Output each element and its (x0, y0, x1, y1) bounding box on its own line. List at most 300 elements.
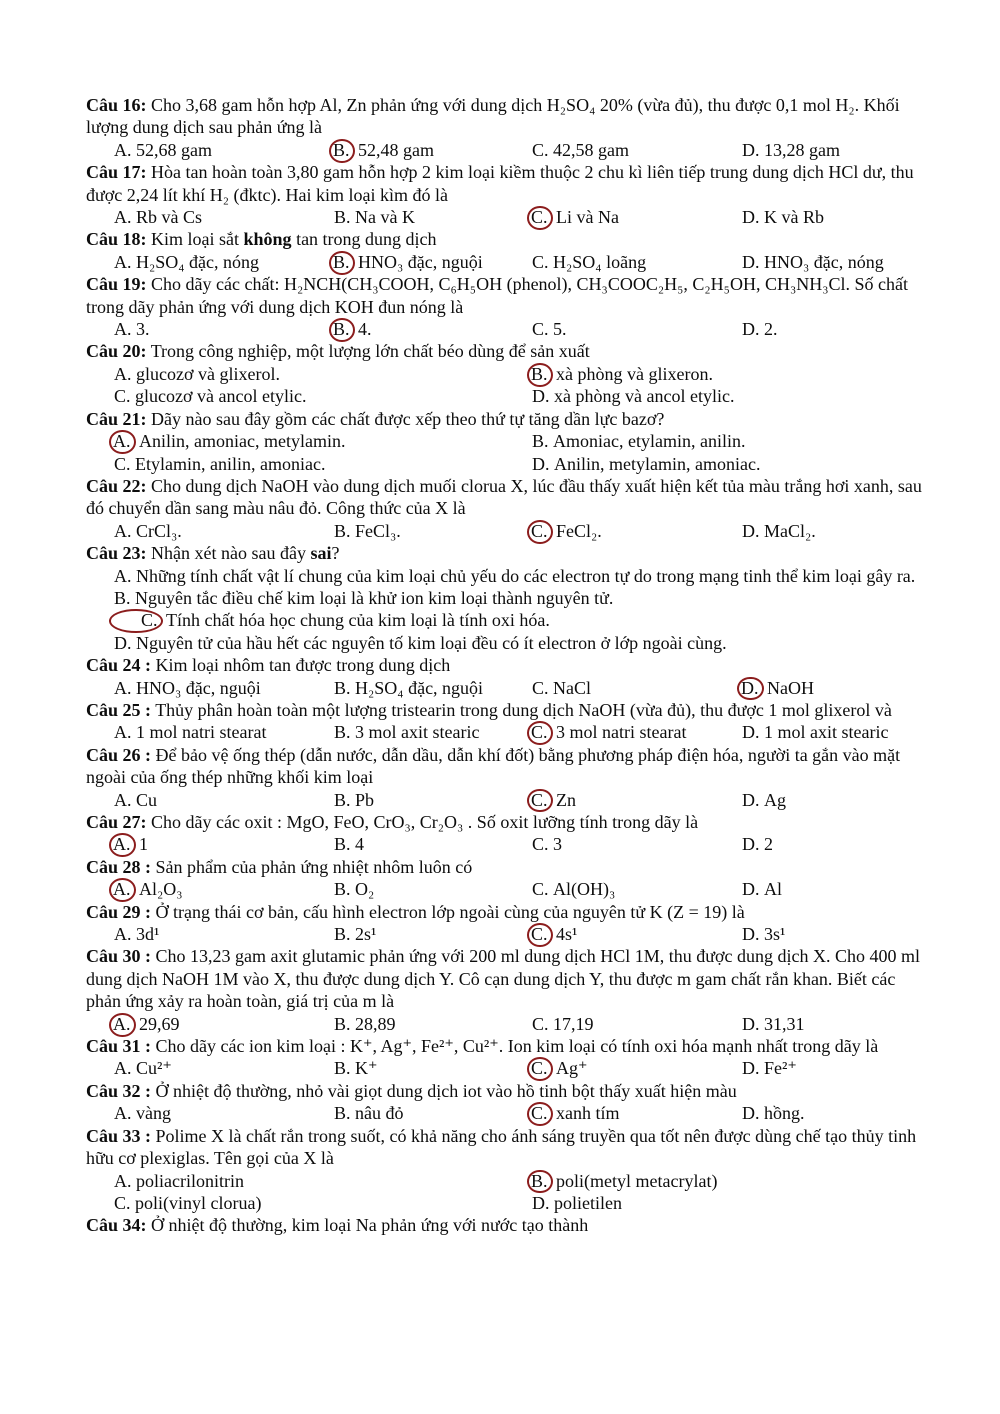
question-text: ? (331, 543, 340, 564)
option-b (334, 833, 532, 855)
option-letter: B. (334, 1103, 351, 1124)
option-text: 1 (134, 834, 148, 855)
option-letter: A. (114, 1170, 132, 1191)
option-letter: A. (114, 677, 132, 698)
answer-circle: A. (109, 878, 136, 902)
question-stem (86, 699, 922, 721)
option-text: Cu (131, 789, 158, 810)
options-row (86, 721, 922, 743)
option-a (114, 721, 334, 743)
option-text: poliacrilonitrin (131, 1170, 244, 1191)
option-a (114, 139, 334, 161)
question-block (86, 856, 922, 901)
question-stem (86, 811, 922, 833)
answer-circle: A. (109, 430, 136, 454)
question-text: Ở nhiệt độ thường, nhỏ vài giọt dung dịch iot vào hồ tinh bột thấy xuất hiện màu (151, 1080, 737, 1101)
question-number: Câu 18: (86, 229, 147, 250)
question-number: Câu 31 : (86, 1036, 152, 1057)
option-text: poli(metyl metacrylat) (551, 1170, 718, 1191)
question-text: Ở nhiệt độ thường, kim loại Na phản ứng với nước tạo thành (146, 1215, 589, 1236)
option-letter: A. (114, 363, 132, 384)
option-text: Anilin, amoniac, metylamin. (134, 431, 346, 452)
question-number: Câu 33 : (86, 1125, 152, 1146)
question-block (86, 1035, 922, 1080)
option-letter: C. (114, 386, 131, 407)
option-text: 2s¹ (350, 924, 377, 945)
option-letter: B. (334, 879, 351, 900)
question-number: Câu 16: (86, 95, 147, 115)
option-c (532, 1013, 742, 1035)
option-text: xà phòng và ancol etylic. (549, 386, 735, 407)
option-a (114, 430, 532, 452)
option-text: glucozơ và ancol etylic. (130, 386, 307, 407)
option-letter: B. (334, 207, 351, 228)
option-letter: D. (114, 632, 132, 653)
option-text: xanh tím (551, 1103, 620, 1124)
option-c (532, 789, 742, 811)
options-row (86, 430, 922, 475)
question-text: sai (310, 543, 332, 564)
question-block (86, 901, 922, 946)
question-stem (86, 161, 922, 206)
question-stem (86, 228, 922, 250)
question-block (86, 1080, 922, 1125)
question-block (86, 654, 922, 699)
option-d (742, 789, 922, 811)
option-letter: D. (742, 924, 760, 945)
options-row (86, 789, 922, 811)
question-text: Cho dung dịch NaOH vào dung dịch muối clorua X, lúc đầu thấy xuất hiện kết tủa màu trắng hơi xanh, sau đó chuyển dần sang màu nâu đỏ. Công thức của X là (86, 475, 922, 519)
options-row (86, 878, 922, 900)
option-letter: D. (742, 1013, 760, 1034)
option-text: Anilin, metylamin, amoniac. (549, 453, 761, 474)
option-a (114, 833, 334, 855)
option-text: 4 (350, 834, 365, 855)
option-a (114, 363, 532, 385)
option-text: Nguyên tử của hầu hết các nguyên tố kim loại đều có ít electron ở lớp ngoài cùng. (131, 632, 727, 653)
option-text: Những tính chất vật lí chung của kim loại chủ yếu do các electron tự do trong mạng tinh thể kim loại gây ra. (131, 565, 916, 586)
option-text: Fe²⁺ (759, 1058, 797, 1079)
option-text: O₂ (350, 879, 375, 900)
question-stem (86, 856, 922, 878)
option-text: 17,19 (548, 1013, 594, 1034)
option-a (114, 677, 334, 699)
option-letter: D. (742, 139, 760, 160)
option-d (742, 318, 922, 340)
option-letter: A. (114, 520, 132, 541)
option-text: FeCl₂. (551, 520, 602, 541)
option-b (86, 587, 922, 609)
question-number: Câu 21: (86, 408, 147, 429)
question-text: Cho dãy các chất: H₂NCH(CH₃COOH, C₆H₅OH (phenol), CH₃COOC₂H₅, C₂H₅OH, CH₃NH₃Cl. Số chất trong dãy phản ứng với dung dịch KOH đun nóng là (86, 274, 908, 317)
question-text: Sản phẩm của phản ứng nhiệt nhôm luôn có (151, 856, 473, 877)
option-c (532, 677, 742, 699)
option-letter: D. (532, 453, 550, 474)
option-b (334, 721, 532, 743)
option-b (334, 520, 532, 542)
question-stem (86, 273, 922, 318)
question-text: Cho dãy các oxit : MgO, FeO, CrO₃, Cr₂O₃ . Số oxit lưỡng tính trong dãy là (146, 812, 699, 832)
option-letter: C. (532, 834, 549, 855)
option-c (532, 1102, 742, 1124)
option-c (532, 923, 742, 945)
answer-circle: B. (527, 363, 553, 387)
option-letter: D. (742, 879, 760, 900)
option-text: 52,68 gam (131, 139, 212, 160)
question-number: Câu 26 : (86, 744, 152, 765)
answer-circle: C. (527, 1057, 553, 1081)
option-text: 3 (548, 834, 563, 855)
question-text: Polime X là chất rắn trong suốt, có khả năng cho ánh sáng truyền qua tốt nên được dùng chế tạo thủy tinh hữu cơ plexiglas. Tên gọi của X là (86, 1125, 917, 1169)
option-letter: A. (114, 1103, 132, 1124)
option-letter: A. (114, 722, 132, 743)
option-text: 28,89 (350, 1013, 396, 1034)
option-text: 13,28 gam (759, 139, 840, 160)
option-letter: D. (742, 207, 760, 228)
question-number: Câu 24 : (86, 655, 152, 676)
answer-circle: A. (109, 1013, 136, 1037)
option-c (114, 453, 532, 475)
question-block (86, 542, 922, 654)
option-text: xà phòng và glixeron. (551, 363, 713, 384)
option-text: 3 mol axit stearic (350, 722, 480, 743)
option-text: H₂SO₄ đặc, nóng (131, 251, 260, 272)
option-d (742, 923, 922, 945)
option-text: Pb (350, 789, 375, 810)
option-letter: C. (114, 453, 131, 474)
option-text: Rb và Cs (131, 207, 203, 228)
option-text: 2 (759, 834, 773, 855)
option-letter: B. (334, 834, 351, 855)
question-block (86, 94, 922, 161)
question-block (86, 340, 922, 407)
option-text: K⁺ (350, 1058, 378, 1079)
option-letter: C. (532, 1013, 549, 1034)
option-d (86, 632, 922, 654)
option-b (334, 1013, 532, 1035)
option-c (532, 721, 742, 743)
question-stem (86, 945, 922, 1012)
option-text: Al (759, 879, 782, 900)
option-c (532, 1057, 742, 1079)
question-text: Cho dãy các ion kim loại : K⁺, Ag⁺, Fe²⁺, Cu²⁺. Ion kim loại có tính oxi hóa mạnh nhất trong dãy là (151, 1036, 879, 1057)
options-row (86, 363, 922, 408)
option-a (114, 1170, 532, 1192)
answer-circle: C. (527, 923, 553, 947)
option-text: MaCl₂. (759, 520, 816, 541)
question-stem (86, 94, 922, 139)
question-text: Dãy nào sau đây gồm các chất được xếp theo thứ tự tăng dần lực bazơ? (146, 408, 665, 429)
question-stem (86, 654, 922, 676)
option-letter: B. (532, 431, 549, 452)
option-b (532, 363, 922, 385)
option-text: Li và Na (551, 207, 619, 228)
option-b (334, 139, 532, 161)
option-b (532, 1170, 922, 1192)
option-b (334, 923, 532, 945)
option-text: NaCl (548, 677, 592, 698)
option-text: polietilen (549, 1192, 622, 1213)
option-text: 31,31 (759, 1013, 805, 1034)
option-text: HNO₃ đặc, nguội (353, 251, 483, 272)
options-row (86, 833, 922, 855)
answer-circle: B. (527, 1170, 553, 1194)
question-stem (86, 901, 922, 923)
option-text: Ag⁺ (551, 1058, 588, 1079)
option-b (532, 430, 922, 452)
question-number: Câu 25 : (86, 699, 152, 720)
answer-circle: C. (527, 721, 553, 745)
question-number: Câu 29 : (86, 901, 152, 922)
question-stem (86, 542, 922, 564)
answer-circle: A. (109, 833, 136, 857)
option-text: K và Rb (759, 207, 824, 228)
option-d (742, 677, 922, 699)
option-a (114, 206, 334, 228)
answer-circle: B. (329, 139, 355, 163)
option-letter: A. (114, 251, 132, 272)
option-text: Na và K (350, 207, 415, 228)
question-text: Thủy phân hoàn toàn một lượng tristearin trong dung dịch NaOH (vừa đủ), thu được 1 mol glixerol và (151, 699, 892, 720)
option-text: Al₂O₃ (134, 879, 183, 900)
option-d (742, 721, 922, 743)
option-c (532, 251, 742, 273)
option-text: HNO₃ đặc, nóng (759, 251, 884, 272)
question-block (86, 945, 922, 1035)
options-row (86, 520, 922, 542)
option-a (114, 1102, 334, 1124)
option-letter: B. (334, 1058, 351, 1079)
option-b (334, 677, 532, 699)
options-row (86, 565, 922, 655)
options-row (86, 1057, 922, 1079)
question-text: Cho 3,68 gam hỗn hợp Al, Zn phản ứng với dung dịch H₂SO₄ 20% (vừa đủ), thu được 0,1 mol H₂. Khối lượng dung dịch sau phản ứng là (86, 95, 900, 138)
question-block (86, 811, 922, 856)
option-text: Ag (759, 789, 786, 810)
option-letter: D. (742, 722, 760, 743)
option-text: 52,48 gam (353, 139, 435, 160)
option-a (114, 789, 334, 811)
option-c (86, 609, 922, 631)
option-text: HNO₃ đặc, nguội (131, 677, 261, 698)
option-letter: D. (742, 789, 760, 810)
options-row (86, 677, 922, 699)
option-text: CrCl₃. (131, 520, 182, 541)
question-block (86, 273, 922, 340)
question-text: Kim loại nhôm tan được trong dung dịch (151, 655, 451, 676)
option-letter: D. (532, 386, 550, 407)
option-b (334, 318, 532, 340)
option-letter: B. (334, 677, 351, 698)
option-letter: D. (742, 834, 760, 855)
option-c (532, 833, 742, 855)
question-number: Câu 23: (86, 543, 147, 564)
option-letter: A. (114, 319, 132, 340)
option-a (114, 878, 334, 900)
option-c (114, 1192, 532, 1214)
option-text: 2. (759, 319, 778, 340)
question-number: Câu 22: (86, 475, 147, 496)
question-block (86, 699, 922, 744)
answer-circle: D. (737, 677, 764, 701)
option-letter: C. (532, 879, 549, 900)
option-c (532, 139, 742, 161)
question-number: Câu 32 : (86, 1080, 152, 1101)
option-b (334, 251, 532, 273)
option-text: Etylamin, anilin, amoniac. (130, 453, 326, 474)
option-letter: A. (114, 789, 132, 810)
options-row (86, 206, 922, 228)
option-text: 5. (548, 319, 567, 340)
option-text: Al(OH)₃ (548, 879, 616, 900)
option-text: 29,69 (134, 1013, 180, 1034)
options-row (86, 1170, 922, 1215)
question-stem (86, 1214, 922, 1236)
question-text: Nhận xét nào sau đây (146, 543, 311, 564)
option-b (334, 789, 532, 811)
option-a (114, 1057, 334, 1079)
option-a (114, 520, 334, 542)
option-text: Cu²⁺ (131, 1058, 172, 1079)
question-text: không (243, 229, 292, 250)
options-row (86, 1013, 922, 1035)
option-text: 1 mol natri stearat (131, 722, 267, 743)
question-block (86, 228, 922, 273)
answer-circle: B. (329, 251, 355, 275)
answer-circle: C. (527, 520, 553, 544)
question-block (86, 1125, 922, 1215)
option-b (334, 206, 532, 228)
option-c (114, 385, 532, 407)
option-text: 4s¹ (551, 924, 578, 945)
option-d (742, 251, 922, 273)
option-letter: B. (334, 924, 351, 945)
options-row (86, 251, 922, 273)
option-text: Nguyên tắc điều chế kim loại là khử ion kim loại thành nguyên tử. (130, 587, 614, 608)
option-letter: D. (742, 251, 760, 272)
options-row (86, 139, 922, 161)
option-letter: A. (114, 139, 132, 160)
option-b (334, 1057, 532, 1079)
option-letter: C. (532, 251, 549, 272)
option-a (114, 1013, 334, 1035)
option-text: NaOH (762, 677, 814, 698)
option-letter: D. (742, 319, 760, 340)
question-text: Cho 13,23 gam axit glutamic phản ứng với 200 ml dung dịch HCl 1M, thu được dung dịch X. Cho 400 ml dung dịch NaOH 1M vào X, thu được dung dịch Y. Cô cạn dung dịch Y, thu được m gam chất rắn khan. Biết các phản ứng xảy ra hoàn toàn, giá trị của m là (86, 946, 921, 1012)
option-d (532, 385, 922, 407)
option-text: 3s¹ (759, 924, 786, 945)
option-letter: C. (114, 1192, 131, 1213)
option-d (742, 1102, 922, 1124)
option-text: 3 mol natri stearat (551, 722, 687, 743)
option-d (742, 206, 922, 228)
question-block (86, 744, 922, 811)
question-block (86, 161, 922, 228)
option-text: 4. (353, 319, 372, 340)
option-text: 1 mol axit stearic (759, 722, 889, 743)
option-letter: B. (334, 722, 351, 743)
option-text: 3. (131, 319, 150, 340)
option-letter: A. (114, 1058, 132, 1079)
option-letter: B. (334, 789, 351, 810)
option-c (532, 520, 742, 542)
question-text: tan trong dung dịch (291, 229, 437, 250)
question-stem (86, 1125, 922, 1170)
option-text: Zn (551, 789, 577, 810)
question-stem (86, 744, 922, 789)
option-d (532, 453, 922, 475)
question-number: Câu 30 : (86, 946, 152, 967)
option-a (86, 565, 922, 587)
question-stem (86, 475, 922, 520)
option-a (114, 923, 334, 945)
option-text: H₂SO₄ loãng (548, 251, 647, 272)
question-block (86, 1214, 922, 1236)
option-b (334, 878, 532, 900)
option-text: H₂SO₄ đặc, nguội (350, 677, 484, 698)
question-number: Câu 19: (86, 274, 147, 295)
question-text: Hòa tan hoàn toàn 3,80 gam hỗn hợp 2 kim loại kiềm thuộc 2 chu kì liên tiếp trung dung dịch HCl dư, thu được 2,24 lít khí H₂ (đktc). Hai kim loại kìm đó là (86, 162, 914, 205)
option-text: FeCl₃. (350, 520, 401, 541)
option-letter: D. (742, 1103, 760, 1124)
question-text: Kim loại sắt (146, 229, 244, 250)
option-c (532, 318, 742, 340)
question-stem (86, 1080, 922, 1102)
option-letter: B. (334, 1013, 351, 1034)
question-number: Câu 17: (86, 162, 147, 183)
option-c (532, 206, 742, 228)
option-d (742, 878, 922, 900)
option-letter: B. (114, 587, 131, 608)
question-text: Trong công nghiệp, một lượng lớn chất béo dùng để sản xuất (146, 341, 590, 362)
question-text: Ở trạng thái cơ bản, cấu hình electron lớp ngoài cùng của nguyên tử K (Z = 19) là (151, 901, 745, 922)
options-row (86, 923, 922, 945)
question-stem (86, 408, 922, 430)
option-text: 42,58 gam (548, 139, 630, 160)
question-number: Câu 34: (86, 1215, 147, 1236)
option-c (532, 878, 742, 900)
option-b (334, 1102, 532, 1124)
question-block (86, 475, 922, 542)
option-letter: B. (334, 520, 351, 541)
question-stem (86, 340, 922, 362)
option-letter: C. (532, 319, 549, 340)
options-row (86, 318, 922, 340)
option-letter: C. (532, 139, 549, 160)
option-letter: A. (114, 207, 132, 228)
answer-circle: B. (329, 318, 355, 342)
option-text: hồng. (759, 1103, 805, 1124)
option-text: nâu đỏ (350, 1103, 404, 1124)
question-number: Câu 27: (86, 812, 147, 832)
option-letter: D. (742, 520, 760, 541)
option-d (742, 1057, 922, 1079)
answer-circle: C. (527, 789, 553, 813)
option-a (114, 318, 334, 340)
options-row (86, 1102, 922, 1124)
option-letter: D. (742, 1058, 760, 1079)
answer-circle: C. (109, 609, 163, 633)
option-letter: C. (532, 677, 549, 698)
option-a (114, 251, 334, 273)
option-text: poli(vinyl clorua) (130, 1192, 262, 1213)
question-number: Câu 20: (86, 341, 147, 362)
option-d (532, 1192, 922, 1214)
option-text: 3d¹ (131, 924, 160, 945)
option-d (742, 833, 922, 855)
option-text: vàng (131, 1103, 171, 1124)
option-d (742, 1013, 922, 1035)
